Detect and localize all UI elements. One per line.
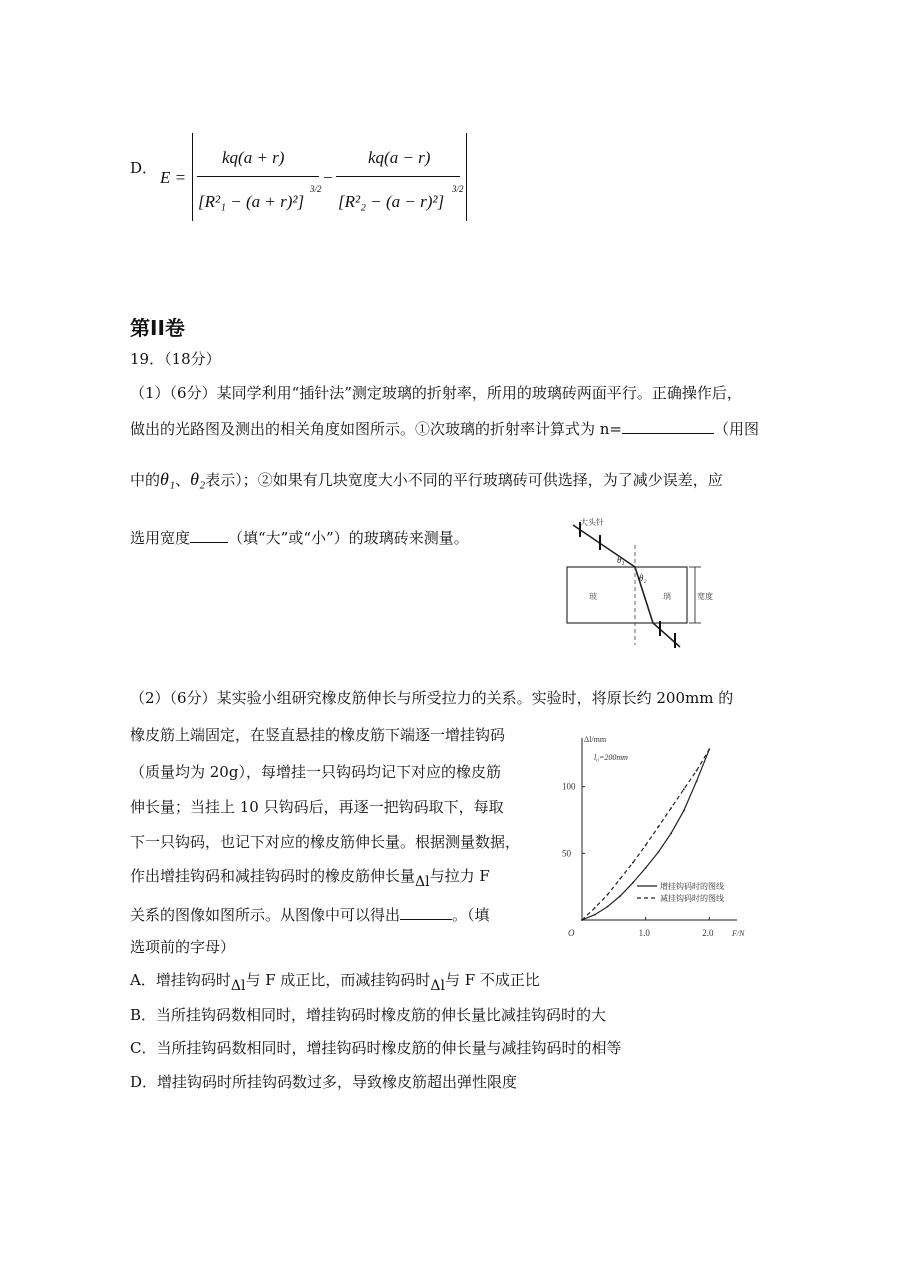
- series-1-point: [607, 894, 609, 896]
- y-axis-label: Δl/mm: [584, 735, 607, 744]
- fraction2-numerator: kq(a − r): [368, 148, 431, 167]
- fraction2-denominator: [R²₂ − (a − r)²]: [338, 192, 445, 211]
- series-1-point: [696, 770, 698, 772]
- series-1-point: [645, 844, 647, 846]
- abs-bar-left: [192, 133, 193, 221]
- theta1-symbol: θ₁: [160, 469, 176, 489]
- y-tick-label: 50: [562, 848, 571, 859]
- stretch-force-chart: [555, 730, 760, 952]
- fraction1-numerator: kq(a + r): [222, 148, 285, 167]
- fraction2-bar: [336, 176, 460, 177]
- q19-header: 19．（18分）: [130, 350, 221, 368]
- option-d-label: D．: [130, 159, 158, 177]
- option-c: C．当所挂钩码数相同时，增挂钩码时橡皮筋的伸长量与减挂钩码时的相等: [130, 1039, 622, 1057]
- answer-blank-n: [622, 418, 714, 434]
- fraction1-exponent: 3/2: [310, 184, 322, 194]
- part1-line2: 做出的光路图及测出的相关角度如图所示。①次玻璃的折射率计算式为 n= （用图: [130, 420, 760, 438]
- series-0-point: [607, 906, 609, 908]
- option-d: D．增挂钩码时所挂钩码数过多，导致橡皮筋超出弹性限度: [130, 1073, 518, 1091]
- incident-ray: [573, 525, 635, 567]
- option-a: A．增挂钩码时Δl与 F 成正比，而减挂钩码时Δl与 F 不成正比: [130, 971, 540, 994]
- part2-line7: 关系的图像如图所示。从图像中可以得出 。（填: [130, 906, 490, 924]
- legend-label-1: 减挂钩码时的图线: [660, 894, 724, 903]
- origin-label: O: [568, 928, 575, 938]
- label-width: 宽度: [697, 592, 713, 601]
- series-1-point: [594, 907, 596, 909]
- series-1-point: [581, 919, 583, 921]
- series-1-point: [683, 788, 685, 790]
- legend-label-0: 增挂钩码时的图线: [660, 882, 724, 891]
- part1-line3: 中的θ₁、θ₂表示）；②如果有几块宽度大小不同的平行玻璃砖可供选择，为了减少误差，应: [130, 469, 723, 489]
- x-axis-label: F/N: [732, 929, 745, 938]
- part2-line2: 橡皮筋上端固定，在竖直悬挂的橡皮筋下端逐一增挂钩码: [130, 726, 506, 744]
- series-1-point: [670, 807, 672, 809]
- section-title: 第II卷: [130, 316, 185, 340]
- series-1-point: [632, 862, 634, 864]
- theta2-symbol: θ₂: [190, 469, 206, 489]
- answer-blank-choice: [400, 904, 452, 920]
- formula-minus: −: [323, 168, 333, 187]
- refraction-diagram: [555, 515, 720, 655]
- label-pin: 大头针: [580, 518, 604, 527]
- label-theta2: θ₂: [639, 573, 647, 583]
- part2-line4: 伸长量；当挂上 10 只钩码后，再逐一把钩码取下，每取: [130, 798, 504, 816]
- x-tick-label: 2.0: [702, 928, 714, 938]
- fraction2-exponent: 3/2: [452, 184, 464, 194]
- part1-line4: 选用宽度 （填“大”或“小”）的玻璃砖来测量。: [130, 529, 469, 547]
- series-1-point: [657, 826, 659, 828]
- abs-bar-right: [466, 133, 467, 221]
- x-tick-label: 1.0: [638, 928, 650, 938]
- y-tick-label: 100: [562, 781, 576, 792]
- part2-line6: 作出增挂钩码和减挂钩码时的橡皮筋伸长量Δl与拉力 F: [130, 867, 490, 890]
- series-0-point: [696, 780, 698, 782]
- formula-lhs: E =: [160, 168, 187, 187]
- series-0-point: [632, 882, 634, 884]
- part2-line5: 下一只钩码，也记下对应的橡皮筋伸长量。根据测量数据，: [130, 833, 521, 851]
- part2-line8: 选项前的字母）: [130, 938, 236, 956]
- answer-blank-width: [190, 527, 228, 543]
- label-theta1: θ₁: [617, 555, 625, 565]
- series-0-point: [619, 895, 621, 897]
- series-0-point: [645, 867, 647, 869]
- series-0-point: [594, 914, 596, 916]
- series-0-point: [657, 851, 659, 853]
- part1-line1: （1）（6分）某同学利用“插针法”测定玻璃的折射率，所用的玻璃砖两面平行。正确操作后，: [130, 384, 742, 402]
- series-0-point: [670, 832, 672, 834]
- fraction1-bar: [197, 176, 319, 177]
- length-annotation: l₀=200mm: [594, 753, 628, 762]
- label-glass-right: 璃: [663, 592, 671, 601]
- part2-line1: （2）（6分）某实验小组研究橡皮筋伸长与所受拉力的关系。实验时，将原长约 200mm 的: [130, 689, 734, 707]
- series-1-point: [619, 878, 621, 880]
- label-glass-left: 玻: [589, 592, 597, 601]
- series-1-point: [708, 748, 710, 750]
- part2-line3: （质量均为 20g），每增挂一只钩码均记下对应的橡皮筋: [130, 763, 501, 781]
- series-0-point: [683, 810, 685, 812]
- option-b: B．当所挂钩码数相同时，增挂钩码时橡皮筋的伸长量比减挂钩码时的大: [130, 1006, 607, 1024]
- delta-l-symbol: Δl: [415, 874, 430, 890]
- fraction1-denominator: [R²₁ − (a + r)²]: [198, 192, 305, 211]
